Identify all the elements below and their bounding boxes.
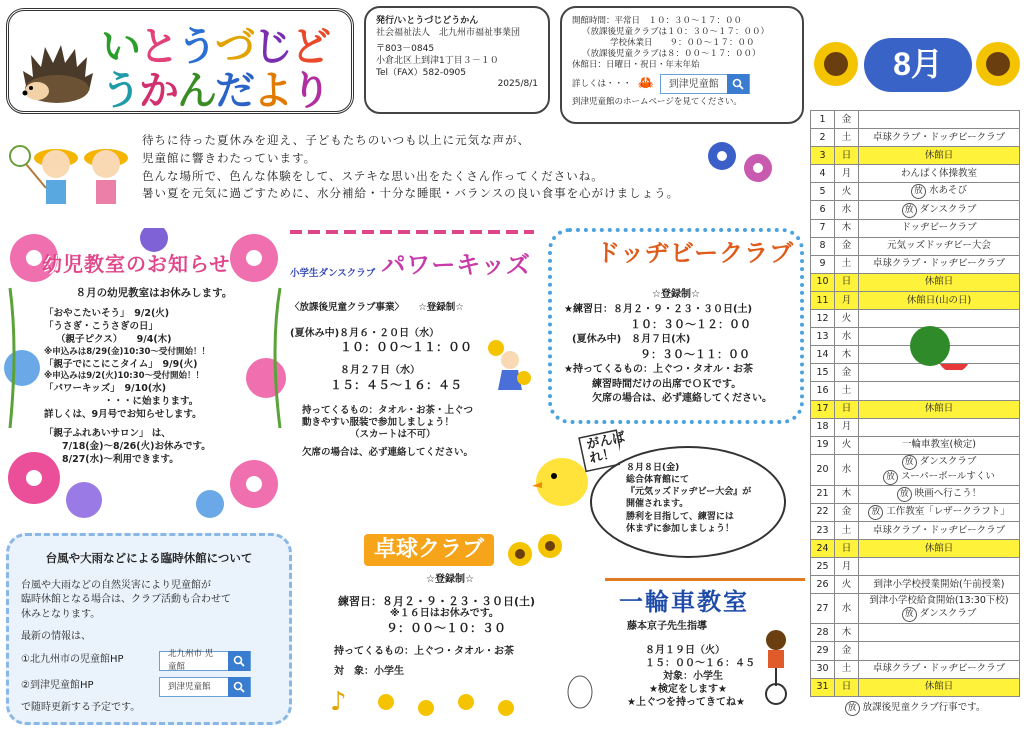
yoji-l7: ※申込みは9/2(火)10:30～受付開始！！ (44, 371, 205, 382)
calendar-event (859, 678, 1020, 696)
calendar-row (811, 147, 1020, 165)
calendar-weekday: 水 (835, 454, 859, 485)
crab-icon: 🦀 (637, 75, 654, 91)
hp-search-box[interactable] (660, 74, 750, 94)
taku-l5: 持ってくるもの：上ぐつ・タオル・お茶 (334, 645, 514, 657)
calendar-day: 8 (811, 237, 835, 255)
yoji-l1: ８月の幼児教室はお休みします。 (75, 287, 233, 299)
dodge-l3: １０：３０～１２：００ (630, 318, 751, 331)
calendar-row (811, 660, 1020, 678)
calendar-row (811, 558, 1020, 576)
calendar-day: 2 (811, 129, 835, 147)
calendar-event (859, 255, 1020, 273)
details-label: 詳しくは・・・ (572, 78, 632, 89)
calendar-day: 20 (811, 454, 835, 485)
calendar-row (811, 183, 1020, 201)
dodge-l5: ９：３０～１１：００ (640, 348, 750, 362)
legend-text: 放課後児童クラブ行事です。 (862, 701, 986, 713)
calendar-day: 19 (811, 436, 835, 454)
city-search-text: 北九州市 児童館 (168, 649, 214, 672)
calendar-weekday: 金 (835, 642, 859, 660)
calendar-row (811, 436, 1020, 454)
calendar-event (859, 624, 1020, 642)
uni-l1: ８月１９日（火） (645, 644, 725, 656)
afterschool-mark: 放 (897, 487, 912, 502)
calendar-event (859, 165, 1020, 183)
hours-box (560, 6, 804, 124)
calendar-day: 13 (811, 328, 835, 346)
calendar-day: 3 (811, 147, 835, 165)
calendar-weekday: 木 (835, 219, 859, 237)
month-badge (812, 30, 1022, 100)
uni-l3: 対象：小学生 (663, 670, 723, 682)
yoji-l13: 8/27(水)～利用できます。 (62, 453, 179, 465)
calendar-weekday: 火 (835, 576, 859, 594)
bubble-l6: 休まずに参加しましょう！ (626, 523, 735, 534)
yoji-l5: ※申込みは8/29(金)10:30～受付開始！！ (44, 346, 210, 357)
calendar-event (859, 436, 1020, 454)
calendar-weekday: 月 (835, 558, 859, 576)
calendar-weekday: 日 (835, 678, 859, 696)
power-l6: 持ってくるもの：タオル・お茶・上ぐつ (302, 404, 474, 416)
dodge-l2: ★練習日：８月２・９・２３・３０日(土) (564, 303, 753, 315)
title-char: ん (177, 68, 215, 114)
calendar-day: 17 (811, 400, 835, 418)
typhoon-l3: 休みとなります。 (21, 608, 101, 620)
event-text: わんぱく体操教室 (900, 167, 977, 179)
afterschool-mark: 放 (902, 455, 917, 470)
calendar-event (859, 521, 1020, 539)
title-char: ど (291, 24, 329, 70)
search-icon[interactable] (228, 677, 250, 697)
calendar-weekday: 火 (835, 436, 859, 454)
intro-line2: 児童館に響きわたっています。 (142, 150, 317, 165)
calendar-weekday: 金 (835, 364, 859, 382)
calendar-day: 25 (811, 558, 835, 576)
calendar-row (811, 485, 1020, 503)
event-text: 到津小学校給食開始(13:30下校) (869, 595, 1009, 607)
intro-message (142, 132, 782, 203)
yoji-l9: ・・・に始まります。 (104, 395, 199, 407)
calendar-day: 27 (811, 594, 835, 624)
infant-class-title: 幼児教室のお知らせ (42, 252, 231, 276)
calendar-weekday: 日 (835, 273, 859, 291)
power-kids-subtitle: 小学生ダンスクラブ (290, 268, 376, 280)
sunflowers-decoration (506, 530, 570, 570)
calendar-weekday: 土 (835, 255, 859, 273)
hp-search-text: 到津児童館 (668, 78, 719, 90)
calendar-event (859, 454, 1020, 485)
bubble-l1: ８月８日(金) (626, 463, 680, 473)
yoji-l10: 詳しくは、9月号でお知らせします。 (44, 408, 202, 420)
calendar-weekday: 日 (835, 540, 859, 558)
legend-mark: 放 (845, 701, 860, 716)
taku-l4: ９：００～１０：３０ (386, 620, 507, 635)
watermelon-illustration (906, 320, 970, 370)
calendar-row (811, 201, 1020, 219)
calendar-row (811, 291, 1020, 309)
event-text: 工作教室「レザークラフト」 (886, 505, 1010, 517)
calendar-weekday: 水 (835, 201, 859, 219)
calendar-row (811, 576, 1020, 594)
calendar-weekday: 土 (835, 382, 859, 400)
bubble-l3: 『元気ッズドッヂビー大会』が (626, 487, 752, 498)
uni-l4: ★検定をします★ (649, 683, 727, 695)
calendar-event (859, 201, 1020, 219)
svg-text:♪: ♪ (330, 687, 347, 717)
calendar-day: 4 (811, 165, 835, 183)
dodge-l8: 欠席の場合は、必ず連絡してください。 (592, 393, 772, 405)
calendar-event (859, 183, 1020, 201)
calendar-day: 6 (811, 201, 835, 219)
newsletter-title (101, 25, 351, 113)
power-l5: １５：４５～１６：４５ (330, 377, 463, 392)
month-label: 8月 (893, 46, 943, 82)
typhoon-l2: 臨時休館となる場合は、クラブ活動も合わせて (21, 594, 231, 606)
calendar-day: 21 (811, 485, 835, 503)
yoji-l11: 「親子ふれあいサロン」 は、 (44, 427, 171, 439)
hours-line1: 開館時間：平常日 １０：３０～１７：００ (572, 16, 743, 26)
calendar-legend (810, 701, 1020, 716)
bubble-l5: 勝利を目指して、練習には (626, 511, 734, 522)
event-text: ドッヂビークラブ (901, 222, 977, 234)
calendar-weekday: 月 (835, 165, 859, 183)
power-l9: 欠席の場合は、必ず連絡してください。 (302, 446, 474, 458)
hours-line4: （放課後児童クラブは８：００～１７：００） (582, 49, 761, 60)
publisher-box (364, 6, 550, 114)
event-text: 卓球クラブ・ドッヂビークラブ (872, 258, 1006, 270)
calendar-weekday: 土 (835, 521, 859, 539)
calendar-event (859, 418, 1020, 436)
event-text: ダンスクラブ (919, 203, 977, 215)
typhoon-l6: ②到津児童館HP (21, 680, 94, 692)
calendar-day: 26 (811, 576, 835, 594)
calendar-weekday: 金 (835, 503, 859, 521)
calendar-day: 1 (811, 111, 835, 129)
bubble-l2: 総合体育館にて (626, 475, 690, 486)
calendar-row (811, 273, 1020, 291)
infant-class-section (4, 228, 286, 518)
calendar-weekday: 水 (835, 328, 859, 346)
power-l8: （スカートは不可） (350, 428, 436, 440)
title-char: う (177, 24, 215, 70)
hours-line3: 学校休業日 ９：００～１７：００ (610, 38, 755, 49)
calendar-day: 31 (811, 678, 835, 696)
yoji-l4: （親子ピクス） 9/4(木) (56, 334, 172, 346)
dodge-l6: ★持ってくるもの：上ぐつ・タオル・お茶 (564, 364, 753, 376)
calendar-day: 7 (811, 219, 835, 237)
calendar-event (859, 111, 1020, 129)
calendar-row (811, 454, 1020, 485)
yoji-l6: 「親子でにこにこタイム」 9/9(火) (44, 358, 198, 370)
calendar-row (811, 255, 1020, 273)
kids-illustration (6, 136, 136, 220)
hours-line2: （放課後児童クラブは１０：３０～１７：００） (582, 27, 770, 38)
calendar-row (811, 503, 1020, 521)
calendar-weekday: 木 (835, 346, 859, 364)
calendar-day: 11 (811, 291, 835, 309)
issue-date: 2025/8/1 (497, 79, 538, 90)
calendar-event (859, 382, 1020, 400)
event-text: 休館日 (924, 681, 954, 693)
calendar-day: 5 (811, 183, 835, 201)
typhoon-l4: 最新の情報は、 (21, 631, 91, 643)
calendar-event (859, 642, 1020, 660)
event-text: 卓球クラブ・ドッヂビークラブ (872, 524, 1006, 536)
calendar-weekday: 木 (835, 624, 859, 642)
calendar-event (859, 576, 1020, 594)
calendar-row (811, 219, 1020, 237)
event-text: ダンスクラブ (919, 608, 977, 620)
calendar-event (859, 485, 1020, 503)
power-l3: １０：００～１１：００ (340, 340, 473, 355)
calendar-row (811, 165, 1020, 183)
calendar-event (859, 400, 1020, 418)
dodge-l4: (夏休み中) ８月７日(木) (572, 333, 691, 345)
calendar-event (859, 129, 1020, 147)
dodgebee-club-section (548, 228, 804, 424)
event-text: 元気ッズドッヂビー大会 (887, 240, 991, 252)
event-text: 映画へ行こう！ (914, 487, 982, 499)
calendar-day: 29 (811, 642, 835, 660)
calendar-event (859, 147, 1020, 165)
calendar-row (811, 111, 1020, 129)
event-text: 一輪車教室(検定) (902, 439, 976, 451)
calendar-event (859, 219, 1020, 237)
afterschool-mark: 放 (883, 470, 898, 485)
taku-l6: 対 象：小学生 (334, 666, 404, 678)
music-notes-decoration (326, 672, 596, 724)
taku-l3: ※１６日はお休みです。 (390, 608, 499, 620)
calendar-day: 24 (811, 540, 835, 558)
calendar-row (811, 418, 1020, 436)
title-char: だ (215, 68, 253, 114)
uni-l5: ★上ぐつを持ってきてね★ (627, 696, 745, 708)
calendar-row (811, 540, 1020, 558)
event-text: スーパーボールすくい (901, 470, 995, 482)
calendar-day: 14 (811, 346, 835, 364)
unicycle-title: 一輪車教室 (619, 588, 749, 616)
calendar-row (811, 594, 1020, 624)
intro-line1: 待ちに待った夏休みを迎え、子どもたちのいつも以上に元気な声が、 (142, 133, 531, 147)
city-search-box[interactable] (159, 651, 251, 671)
calendar-weekday: 水 (835, 594, 859, 624)
intro-line4: 暑い夏を元気に過ごすために、水分補給・十分な睡眠・バランスの良い食事を心がけましょう。 (142, 186, 680, 201)
newsletter-title-box (6, 8, 354, 114)
dashed-divider (290, 230, 534, 234)
calendar-day: 10 (811, 273, 835, 291)
calendar-row (811, 237, 1020, 255)
calendar-day: 9 (811, 255, 835, 273)
search-icon[interactable] (228, 651, 250, 671)
bubble-l4: 開催されます。 (626, 499, 689, 510)
intro-line3: 色んな場所で、色んな体験をして、ステキな思い出をたくさん作ってくださいね。 (142, 168, 604, 183)
infant-class-body (44, 286, 264, 466)
title-char: じ (253, 24, 291, 70)
calendar-weekday: 日 (835, 147, 859, 165)
calendar-row (811, 382, 1020, 400)
event-text: 水あそび (928, 185, 967, 197)
calendar-day: 15 (811, 364, 835, 382)
power-kids-title: パワーキッズ (381, 251, 531, 279)
calendar-row (811, 129, 1020, 147)
event-text: 卓球クラブ・ドッヂビークラブ (872, 131, 1006, 143)
publisher-line2: 社会福祉法人 北九州市福祉事業団 (376, 27, 521, 38)
title-char: よ (253, 68, 291, 114)
calendar-day: 16 (811, 382, 835, 400)
calendar-event (859, 273, 1020, 291)
calendar-weekday: 金 (835, 237, 859, 255)
unicycle-child-illustration (750, 628, 802, 706)
search-icon[interactable] (727, 74, 749, 94)
taku-l2: 練習日：８月２・９・２３・３０日(土) (338, 594, 536, 608)
yoji-l3: 「うさぎ・こうさぎの日」 (44, 321, 159, 333)
calendar-weekday: 火 (835, 183, 859, 201)
event-text: 休館日 (924, 276, 954, 288)
telephone: Tel（FAX）582-0905 (376, 67, 467, 78)
typhoon-l1: 台風や大雨などの自然災害により児童館が (21, 579, 211, 591)
orange-divider (605, 578, 805, 581)
calendar-day: 28 (811, 624, 835, 642)
uni-l2: １５：００～１６：４５ (645, 657, 755, 669)
calendar-weekday: 日 (835, 400, 859, 418)
calendar-event (859, 503, 1020, 521)
event-text: 卓球クラブ・ドッヂビークラブ (872, 663, 1006, 675)
dodgebee-title: ドッヂビークラブ (596, 239, 795, 267)
title-char: と (139, 24, 177, 70)
calendar-weekday: 月 (835, 291, 859, 309)
yoji-l2: 「おやこたいそう」 9/2(火) (44, 308, 170, 320)
typhoon-notice (6, 533, 292, 725)
yoji-l8: 「パワーキッズ」 9/10(水) (44, 382, 167, 394)
publisher-line1: 発行/いとうづじどうかん (376, 16, 479, 26)
table-tennis-title: 卓球クラブ (364, 534, 494, 566)
calendar-event (859, 558, 1020, 576)
afterschool-mark: 放 (911, 184, 926, 199)
hedgehog-illustration (19, 41, 95, 107)
calendar-event (859, 291, 1020, 309)
afterschool-mark: 放 (902, 607, 917, 622)
calendar-row (811, 624, 1020, 642)
postal-code: 〒803－0845 (376, 44, 435, 55)
event-text: 休館日 (924, 542, 954, 554)
cheerleader-illustration (486, 338, 532, 408)
calendar-weekday: 土 (835, 660, 859, 678)
taku-l1: ☆登録制☆ (426, 574, 474, 585)
event-text: 到津小学校授業開始(午前授業) (873, 578, 1005, 590)
title-char: い (101, 24, 139, 70)
table-tennis-section (304, 530, 596, 679)
address: 小倉北区上到津1丁目３－１０ (376, 56, 499, 67)
center-search-text: 到津児童館 (168, 681, 211, 692)
monthly-calendar (810, 110, 1020, 716)
calendar-event (859, 660, 1020, 678)
calendar-row (811, 678, 1020, 696)
yoji-l12: 7/18(金)～8/26(火)お休みです。 (62, 440, 211, 452)
calendar-row (811, 521, 1020, 539)
center-search-box[interactable] (159, 677, 251, 697)
calendar-day: 23 (811, 521, 835, 539)
title-char: う (101, 68, 139, 114)
calendar-day: 30 (811, 660, 835, 678)
power-l4: ８月２７日（水） (340, 365, 420, 377)
calendar-weekday: 月 (835, 418, 859, 436)
unicycle-teacher: 藤本京子先生指導 (627, 621, 707, 632)
calendar-day: 12 (811, 310, 835, 328)
afterschool-mark: 放 (868, 505, 883, 520)
hours-line5: 休館日：日曜日・祝日・年末年始 (572, 60, 700, 71)
calendar-day: 22 (811, 503, 835, 521)
power-l7: 動きやすい服装で参加しましょう！ (302, 416, 455, 428)
calendar-weekday: 金 (835, 111, 859, 129)
event-text: ダンスクラブ (919, 455, 977, 467)
calendar-row (811, 400, 1020, 418)
event-text: 休館日 (924, 403, 954, 415)
power-l1: 〈放課後児童クラブ事業〉 ☆登録制☆ (290, 302, 464, 313)
dodge-l1: ☆登録制☆ (652, 289, 700, 300)
tournament-bubble (590, 446, 786, 558)
morning-glory-illustration (700, 140, 786, 186)
title-char: か (139, 68, 177, 114)
calendar-row (811, 642, 1020, 660)
typhoon-l7: で随時更新する予定です。 (21, 701, 141, 713)
typhoon-l5: ①北九州市の児童館HP (21, 654, 124, 666)
calendar-event (859, 540, 1020, 558)
power-l2: (夏休み中)８月６・２０日（水） (290, 327, 440, 339)
calendar-weekday: 土 (835, 129, 859, 147)
calendar-day: 18 (811, 418, 835, 436)
dodge-l7: 練習時間だけの出席でＯＫです。 (592, 378, 742, 390)
title-char: り (291, 68, 329, 114)
calendar-event (859, 237, 1020, 255)
event-text: 休館日(山の日) (906, 294, 972, 306)
afterschool-mark: 放 (902, 203, 917, 218)
typhoon-title: 台風や大雨などによる臨時休館について (45, 551, 253, 565)
event-text: 休館日 (924, 149, 954, 161)
calendar-weekday: 火 (835, 310, 859, 328)
calendar-weekday: 木 (835, 485, 859, 503)
calendar-event (859, 594, 1020, 624)
title-char: づ (215, 24, 253, 70)
hours-footer: 到津児童館のホームページを見てください。 (572, 97, 742, 108)
ganbare-sign: がんばれ！ (585, 430, 627, 467)
